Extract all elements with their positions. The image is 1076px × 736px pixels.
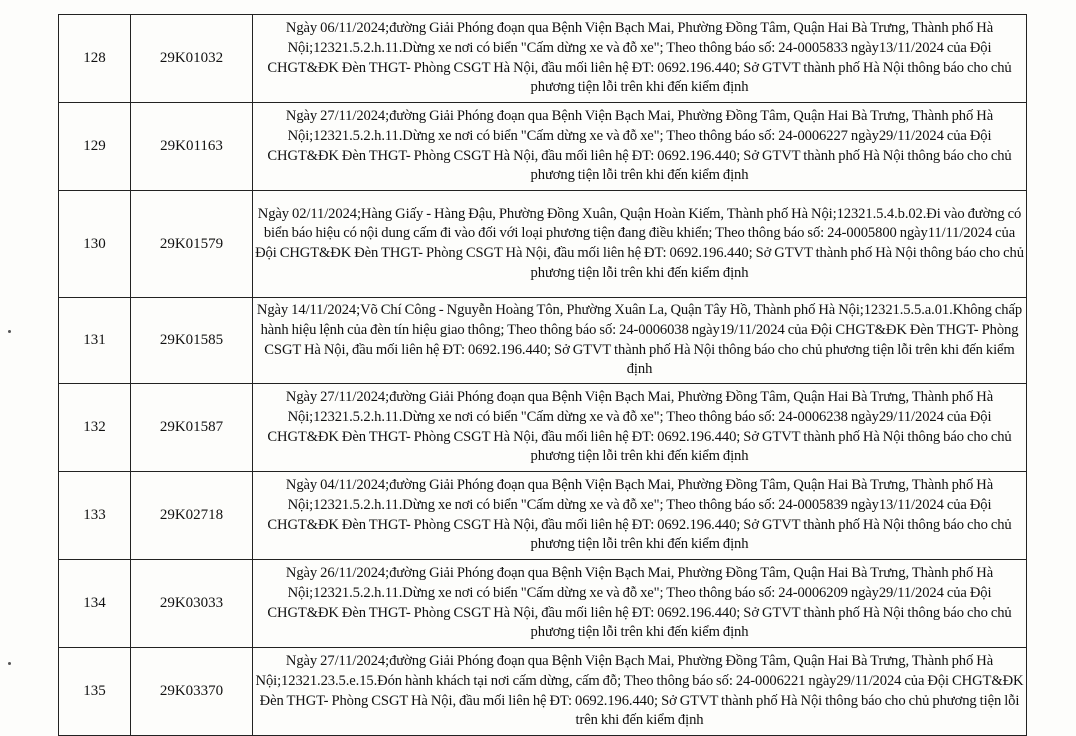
row-number: 132 [59, 384, 131, 472]
table-row [59, 560, 1027, 648]
table-row [59, 384, 1027, 472]
license-plate: 29K01163 [131, 103, 253, 191]
license-plate: 29K03370 [131, 648, 253, 736]
violation-description: Ngày 06/11/2024;đường Giải Phóng đoạn qua Bệnh Viện Bạch Mai, Phường Đồng Tâm, Quận Hai Bà Trưng, Thành phố Hà Nội;12321.5.2.h.11.Dừng xe nơi có biển "Cấm dừng xe và đỗ xe"; Theo thông báo số: 24-0005833 ngày13/11/2024 của Đội CHGT&ĐK Đèn THGT- Phòng CSGT Hà Nội, đầu mối liên hệ ĐT: 0692.196.440; Sở GTVT thành phố Hà Nội thông báo cho chủ phương tiện lỗi trên khi đến kiểm định [253, 15, 1027, 103]
license-plate: 29K02718 [131, 472, 253, 560]
license-plate: 29K01579 [131, 191, 253, 298]
license-plate: 29K01587 [131, 384, 253, 472]
license-plate: 29K01032 [131, 15, 253, 103]
table-row [59, 191, 1027, 298]
license-plate: 29K01585 [131, 298, 253, 384]
row-number: 131 [59, 298, 131, 384]
violation-description: Ngày 26/11/2024;đường Giải Phóng đoạn qua Bệnh Viện Bạch Mai, Phường Đồng Tâm, Quận Hai Bà Trưng, Thành phố Hà Nội;12321.5.2.h.11.Dừng xe nơi có biển "Cấm dừng xe và đỗ xe"; Theo thông báo số: 24-0006209 ngày29/11/2024 của Đội CHGT&ĐK Đèn THGT- Phòng CSGT Hà Nội, đầu mối liên hệ ĐT: 0692.196.440; Sở GTVT thành phố Hà Nội thông báo cho chủ phương tiện lỗi trên khi đến kiểm định [253, 560, 1027, 648]
row-number: 129 [59, 103, 131, 191]
violation-description: Ngày 14/11/2024;Võ Chí Công - Nguyễn Hoàng Tôn, Phường Xuân La, Quận Tây Hồ, Thành phố Hà Nội;12321.5.5.a.01.Không chấp hành hiệu lệnh của đèn tín hiệu giao thông; Theo thông báo số: 24-0006038 ngày19/11/2024 của Đội CHGT&ĐK Đèn THGT- Phòng CSGT Hà Nội, đầu mối liên hệ ĐT: 0692.196.440; Sở GTVT thành phố Hà Nội thông báo cho chủ phương tiện lỗi trên khi đến kiểm định [253, 298, 1027, 384]
row-number: 134 [59, 560, 131, 648]
table-row [59, 15, 1027, 103]
table-row [59, 472, 1027, 560]
table-row [59, 648, 1027, 736]
violation-table [58, 14, 1027, 736]
scan-speck [8, 662, 11, 665]
row-number: 130 [59, 191, 131, 298]
row-number: 128 [59, 15, 131, 103]
violation-description: Ngày 27/11/2024;đường Giải Phóng đoạn qua Bệnh Viện Bạch Mai, Phường Đồng Tâm, Quận Hai Bà Trưng, Thành phố Hà Nội;12321.5.2.h.11.Dừng xe nơi có biển "Cấm dừng xe và đỗ xe"; Theo thông báo số: 24-0006238 ngày29/11/2024 của Đội CHGT&ĐK Đèn THGT- Phòng CSGT Hà Nội, đầu mối liên hệ ĐT: 0692.196.440; Sở GTVT thành phố Hà Nội thông báo cho chủ phương tiện lỗi trên khi đến kiểm định [253, 384, 1027, 472]
license-plate: 29K03033 [131, 560, 253, 648]
row-number: 133 [59, 472, 131, 560]
violation-description: Ngày 27/11/2024;đường Giải Phóng đoạn qua Bệnh Viện Bạch Mai, Phường Đồng Tâm, Quận Hai Bà Trưng, Thành phố Hà Nội;12321.23.5.e.15.Đón hành khách tại nơi cấm dừng, cấm đỗ; Theo thông báo số: 24-0006221 ngày29/11/2024 của Đội CHGT&ĐK Đèn THGT- Phòng CSGT Hà Nội, đầu mối liên hệ ĐT: 0692.196.440; Sở GTVT thành phố Hà Nội thông báo cho chủ phương tiện lỗi trên khi đến kiểm định [253, 648, 1027, 736]
row-number: 135 [59, 648, 131, 736]
table-row [59, 298, 1027, 384]
violation-description: Ngày 27/11/2024;đường Giải Phóng đoạn qua Bệnh Viện Bạch Mai, Phường Đồng Tâm, Quận Hai Bà Trưng, Thành phố Hà Nội;12321.5.2.h.11.Dừng xe nơi có biển "Cấm dừng xe và đỗ xe"; Theo thông báo số: 24-0006227 ngày29/11/2024 của Đội CHGT&ĐK Đèn THGT- Phòng CSGT Hà Nội, đầu mối liên hệ ĐT: 0692.196.440; Sở GTVT thành phố Hà Nội thông báo cho chủ phương tiện lỗi trên khi đến kiểm định [253, 103, 1027, 191]
violation-description: Ngày 04/11/2024;đường Giải Phóng đoạn qua Bệnh Viện Bạch Mai, Phường Đồng Tâm, Quận Hai Bà Trưng, Thành phố Hà Nội;12321.5.2.h.11.Dừng xe nơi có biển "Cấm dừng xe và đỗ xe"; Theo thông báo số: 24-0005839 ngày13/11/2024 của Đội CHGT&ĐK Đèn THGT- Phòng CSGT Hà Nội, đầu mối liên hệ ĐT: 0692.196.440; Sở GTVT thành phố Hà Nội thông báo cho chủ phương tiện lỗi trên khi đến kiểm định [253, 472, 1027, 560]
table-row [59, 103, 1027, 191]
scan-speck [8, 330, 11, 333]
violation-description: Ngày 02/11/2024;Hàng Giấy - Hàng Đậu, Phường Đồng Xuân, Quận Hoàn Kiếm, Thành phố Hà Nội;12321.5.4.b.02.Đi vào đường có biển báo hiệu có nội dung cấm đi vào đối với loại phương tiện đang điều khiển; Theo thông báo số: 24-0005800 ngày11/11/2024 của Đội CHGT&ĐK Đèn THGT- Phòng CSGT Hà Nội, đầu mối liên hệ ĐT: 0692.196.440; Sở GTVT thành phố Hà Nội thông báo cho chủ phương tiện lỗi trên khi đến kiểm định [253, 191, 1027, 298]
